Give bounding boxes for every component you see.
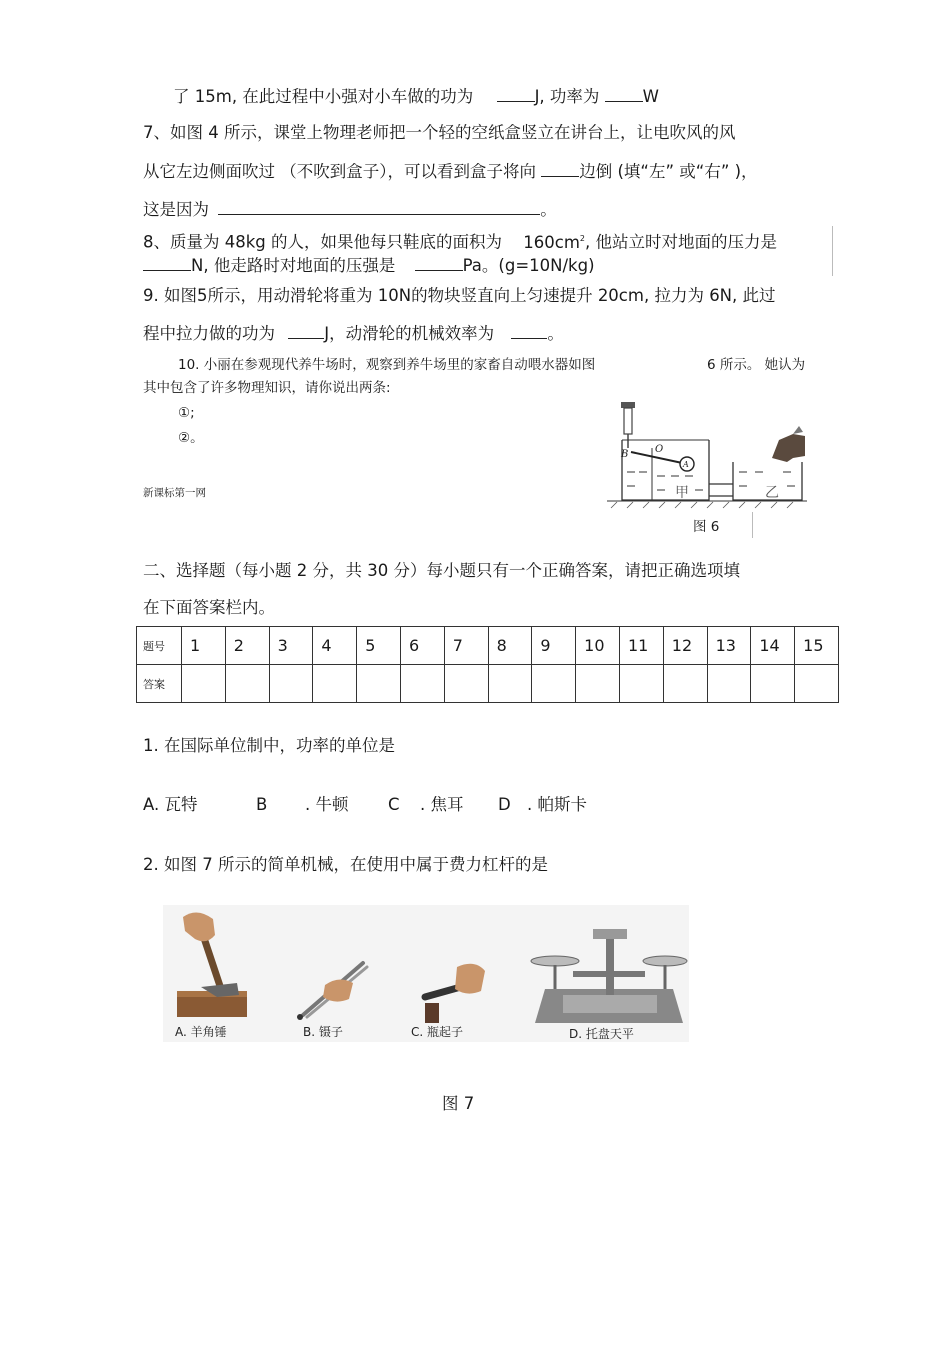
watermark-text: 新课标第一网: [143, 487, 206, 499]
q1-option-b-text: . 牛顿: [305, 795, 349, 814]
q7-line-3: [143, 199, 557, 220]
q1-option-c-text: . 焦耳: [420, 795, 464, 814]
q10-line-2: 其中包含了许多物理知识，请你说出两条:: [143, 380, 391, 396]
q9-period: 。: [547, 324, 564, 343]
q7-text-2a: 从它左边侧面吹过 （不吹到盒子），可以看到盒子将向: [143, 162, 536, 181]
q1-option-d-text: . 帕斯卡: [527, 795, 587, 814]
answer-cell[interactable]: [182, 665, 226, 703]
q9-text-2b: J，动滑轮的机械效率为: [324, 324, 495, 343]
figure-7-simple-machines: [163, 905, 689, 1042]
answer-cell[interactable]: [751, 665, 795, 703]
question-number-cell: 13: [707, 627, 751, 665]
q6-tail-text: 了 15m, 在此过程中小强对小车做的功为: [173, 87, 474, 106]
answer-cell[interactable]: [619, 665, 663, 703]
answer-table-number-row: [137, 627, 839, 665]
question-number-cell: 1: [182, 627, 226, 665]
row-header-answer: 答案: [137, 665, 182, 703]
q8-text-2a: N, 他走路时对地面的压强是: [191, 256, 396, 275]
fig6-label-b: B: [621, 449, 629, 460]
answer-cell[interactable]: [488, 665, 532, 703]
figure-7-caption: 图 7: [442, 1094, 475, 1113]
q7-direction-blank[interactable]: [541, 161, 579, 177]
q10-line-1b: 6 所示。 她认为: [707, 357, 806, 373]
answer-table: [136, 626, 839, 703]
q9-efficiency-blank[interactable]: [511, 323, 547, 339]
answer-cell[interactable]: [444, 665, 488, 703]
q7-text-2b: 边倒 (填“左” 或“右” )，: [579, 162, 758, 181]
figure-6-waterer-diagram: [597, 400, 807, 515]
answer-cell[interactable]: [707, 665, 751, 703]
answer-cell[interactable]: [795, 665, 839, 703]
answer-cell[interactable]: [313, 665, 357, 703]
answer-cell[interactable]: [400, 665, 444, 703]
q8-pressure-blank[interactable]: [415, 255, 463, 271]
q8-line-2: [143, 255, 595, 276]
fig7-label-d: D. 托盘天平: [569, 1027, 634, 1041]
q7-line-2: [143, 161, 758, 182]
q8-text-2b: Pa。(g=10N/kg): [462, 256, 595, 275]
q9-text-2a: 程中拉力做的功为: [143, 324, 275, 343]
q1-option-a: A. 瓦特: [143, 795, 198, 814]
q8-text-1b: , 他站立时对地面的压力是: [585, 232, 777, 252]
q1-option-c-letter: C: [388, 795, 400, 814]
question-number-cell: 14: [751, 627, 795, 665]
q6-work-blank[interactable]: [497, 86, 535, 102]
q10-item-2: ②。: [178, 430, 204, 446]
section-2-title: 二、选择题（每小题 2 分，共 30 分）每小题只有一个正确答案，请把正确选项填: [143, 561, 740, 580]
fig6-label-a: A: [683, 460, 689, 469]
answer-cell[interactable]: [269, 665, 313, 703]
question-number-cell: 2: [225, 627, 269, 665]
figure-6-rule: [752, 512, 753, 538]
question-number-cell: 8: [488, 627, 532, 665]
row-header-number: 题号: [137, 627, 182, 665]
question-number-cell: 3: [269, 627, 313, 665]
answer-cell[interactable]: [663, 665, 707, 703]
answer-cell[interactable]: [532, 665, 576, 703]
fig6-label-yi: 乙: [765, 485, 779, 501]
q1-option-b-letter: B: [256, 795, 268, 814]
q7-line-1: 7、如图 4 所示，课堂上物理老师把一个轻的空纸盒竖立在讲台上，让电吹风的风: [143, 123, 736, 142]
figure-6-caption: 图 6: [693, 519, 720, 535]
q7-reason-blank[interactable]: [218, 199, 540, 215]
q2-stem: 2. 如图 7 所示的简单机械，在使用中属于费力杠杆的是: [143, 855, 548, 874]
question-number-cell: 5: [357, 627, 401, 665]
answer-table-answer-row: [137, 665, 839, 703]
question-number-cell: 11: [619, 627, 663, 665]
answer-cell[interactable]: [576, 665, 620, 703]
fig7-label-a: A. 羊角锤: [175, 1025, 227, 1039]
q9-line-1: 9. 如图5所示，用动滑轮将重为 10N的物块竖直向上匀速提升 20cm, 拉力为 6N, 此过: [143, 286, 776, 305]
fig7-label-b: B. 镊子: [303, 1025, 343, 1039]
q1-option-d-letter: D: [498, 795, 511, 814]
q1-stem: 1. 在国际单位制中，功率的单位是: [143, 736, 395, 755]
fig6-label-o: O: [655, 444, 664, 455]
q7-period: 。: [540, 200, 557, 219]
q10-line-1: 10. 小丽在参观现代养牛场时，观察到养牛场里的家畜自动喂水器如图: [178, 357, 596, 373]
question-number-cell: 9: [532, 627, 576, 665]
section-2-title-cont: 在下面答案栏内。: [143, 598, 275, 617]
q8-text-1a: 8、质量为 48kg 的人，如果他每只鞋底的面积为: [143, 232, 503, 252]
q8-line-1: [143, 229, 777, 253]
question-number-cell: 6: [400, 627, 444, 665]
q8-superscript: 2: [579, 234, 585, 243]
question-number-cell: 10: [576, 627, 620, 665]
q10-item-1: ①;: [178, 405, 195, 421]
q8-force-blank[interactable]: [143, 255, 191, 271]
question-number-cell: 4: [313, 627, 357, 665]
q9-work-blank[interactable]: [288, 323, 324, 339]
question-number-cell: 12: [663, 627, 707, 665]
q9-line-2: [143, 323, 564, 344]
q6-unit-j: J, 功率为: [534, 87, 600, 106]
fig6-label-jia: 甲: [675, 485, 689, 501]
q6-unit-w: W: [642, 87, 659, 106]
q6-tail-line: [173, 86, 659, 107]
answer-cell[interactable]: [357, 665, 401, 703]
fig7-label-c: C. 瓶起子: [411, 1025, 464, 1039]
margin-rule: [832, 226, 833, 276]
answer-cell[interactable]: [225, 665, 269, 703]
q8-area: 160cm: [523, 232, 580, 252]
q7-text-3a: 这是因为: [143, 200, 209, 219]
question-number-cell: 7: [444, 627, 488, 665]
q6-power-blank[interactable]: [605, 86, 643, 102]
question-number-cell: 15: [795, 627, 839, 665]
